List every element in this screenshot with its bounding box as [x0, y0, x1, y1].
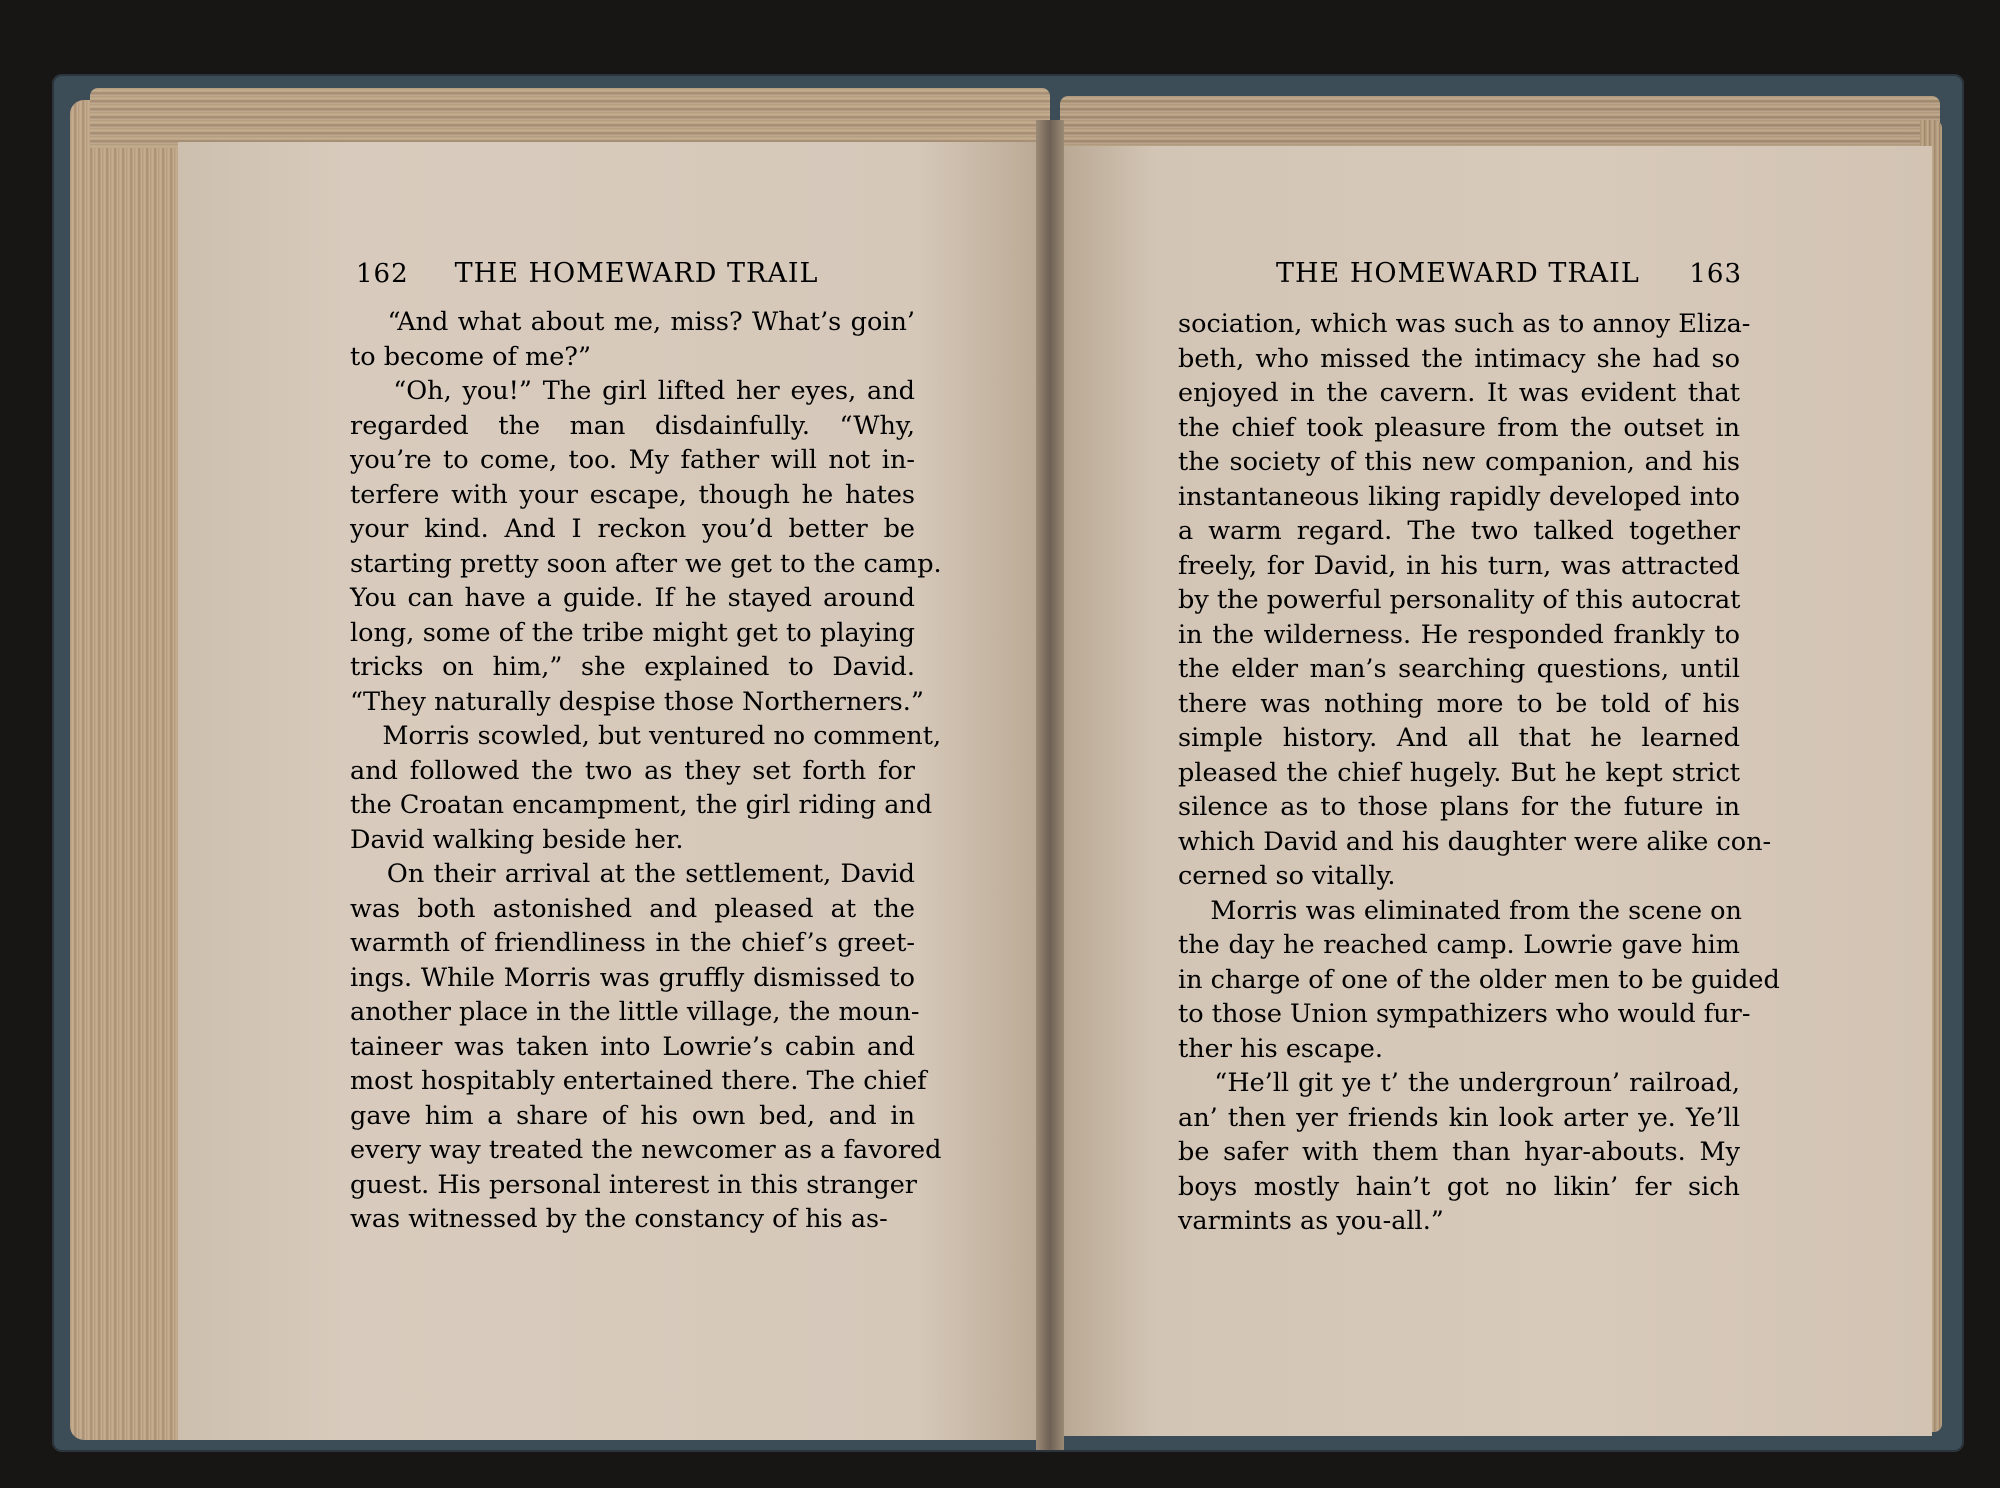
page-edges-top-right: [1060, 96, 1940, 150]
text-line: beth, who missed the intimacy she had so: [1178, 343, 1740, 374]
text-line: starting pretty soon after we get to the camp.: [350, 548, 942, 579]
left-page-header: [356, 258, 826, 294]
text-line: the chief took pleasure from the outset in: [1178, 412, 1740, 443]
text-line: gave him a share of his own bed, and in: [350, 1100, 915, 1131]
text-line: which David and his daughter were alike con-: [1178, 826, 1772, 857]
text-line: to become of me?”: [350, 341, 592, 372]
right-page-body: [1178, 307, 1780, 1239]
book-gutter: [1036, 120, 1064, 1450]
text-line: cerned so vitally.: [1178, 861, 1396, 891]
text-line: “Oh, you!” The girl lifted her eyes, and: [350, 376, 915, 406]
right-page-header: [1276, 258, 1742, 294]
text-line: boys mostly hain’t got no likin’ fer sich: [1178, 1171, 1740, 1202]
text-line: instantaneous liking rapidly developed into: [1178, 481, 1740, 512]
text-line: pleased the chief hugely. But he kept strict: [1178, 757, 1740, 788]
text-line: simple history. And all that he learned: [1178, 723, 1740, 753]
left-page-number: 162: [356, 259, 409, 289]
text-line: in charge of one of the older men to be guided: [1178, 964, 1780, 995]
page-edges-top-left: [90, 88, 1050, 148]
text-line: Morris was eliminated from the scene on: [1178, 895, 1742, 926]
text-line: there was nothing more to be told of his: [1178, 688, 1740, 719]
text-line: to those Union sympathizers who would fur-: [1178, 999, 1751, 1029]
text-line: was both astonished and pleased at the: [350, 893, 915, 924]
text-line: long, some of the tribe might get to playing: [350, 617, 915, 648]
text-line: in the wilderness. He responded frankly to: [1178, 619, 1740, 650]
text-line: your kind. And I reckon you’d better be: [350, 514, 915, 544]
text-line: regarded the man disdainfully. “Why,: [350, 410, 915, 441]
text-line: was witnessed by the constancy of his as-: [350, 1204, 888, 1234]
text-line: warmth of friendliness in the chief’s greet-: [350, 928, 915, 958]
text-line: David walking beside her.: [350, 824, 684, 855]
text-line: “They naturally despise those Northerners.”: [350, 686, 924, 717]
text-line: tricks on him,” she explained to David.: [350, 652, 915, 682]
text-line: freely, for David, in his turn, was attracted: [1178, 550, 1740, 581]
text-line: you’re to come, too. My father will not in-: [350, 445, 915, 475]
text-line: sociation, which was such as to annoy Eliza-: [1178, 309, 1751, 339]
text-line: “He’ll git ye t’ the undergroun’ railroad,: [1178, 1068, 1740, 1098]
right-running-head: THE HOMEWARD TRAIL: [1276, 258, 1640, 289]
text-line: another place in the little village, the moun-: [350, 997, 920, 1027]
text-line: On their arrival at the settlement, David: [350, 859, 915, 889]
text-line: every way treated the newcomer as a favored: [350, 1135, 942, 1165]
text-line: ther his escape.: [1178, 1033, 1384, 1064]
text-line: an’ then yer friends kin look arter ye. Ye’ll: [1178, 1102, 1740, 1133]
text-line: terfere with your escape, though he hates: [350, 479, 915, 510]
text-line: and followed the two as they set forth for: [350, 755, 915, 786]
text-line: enjoyed in the cavern. It was evident that: [1178, 378, 1740, 408]
text-line: the society of this new companion, and his: [1178, 447, 1740, 477]
text-line: the Croatan encampment, the girl riding and: [350, 790, 933, 820]
text-line: be safer with them than hyar-abouts. My: [1178, 1137, 1740, 1167]
text-line: ings. While Morris was gruffly dismissed to: [350, 962, 915, 993]
text-line: You can have a guide. If he stayed around: [350, 583, 915, 613]
text-line: by the powerful personality of this autocrat: [1178, 585, 1741, 615]
left-running-head: THE HOMEWARD TRAIL: [454, 258, 819, 289]
text-line: varmints as you-all.”: [1178, 1206, 1444, 1236]
text-line: a warm regard. The two talked together: [1178, 516, 1740, 546]
text-line: taineer was taken into Lowrie’s cabin and: [350, 1031, 915, 1062]
text-line: the day he reached camp. Lowrie gave him: [1178, 930, 1740, 960]
text-line: “And what about me, miss? What’s goin’: [350, 307, 915, 337]
page-edges-left: [70, 100, 180, 1440]
left-page-body: [350, 305, 942, 1237]
text-line: the elder man’s searching questions, until: [1178, 654, 1740, 684]
right-page-number: 163: [1689, 259, 1742, 289]
text-line: guest. His personal interest in this stranger: [350, 1169, 917, 1200]
text-line: most hospitably entertained there. The chief: [350, 1066, 927, 1096]
text-line: Morris scowled, but ventured no comment,: [350, 721, 942, 751]
text-line: silence as to those plans for the future in: [1178, 792, 1740, 822]
